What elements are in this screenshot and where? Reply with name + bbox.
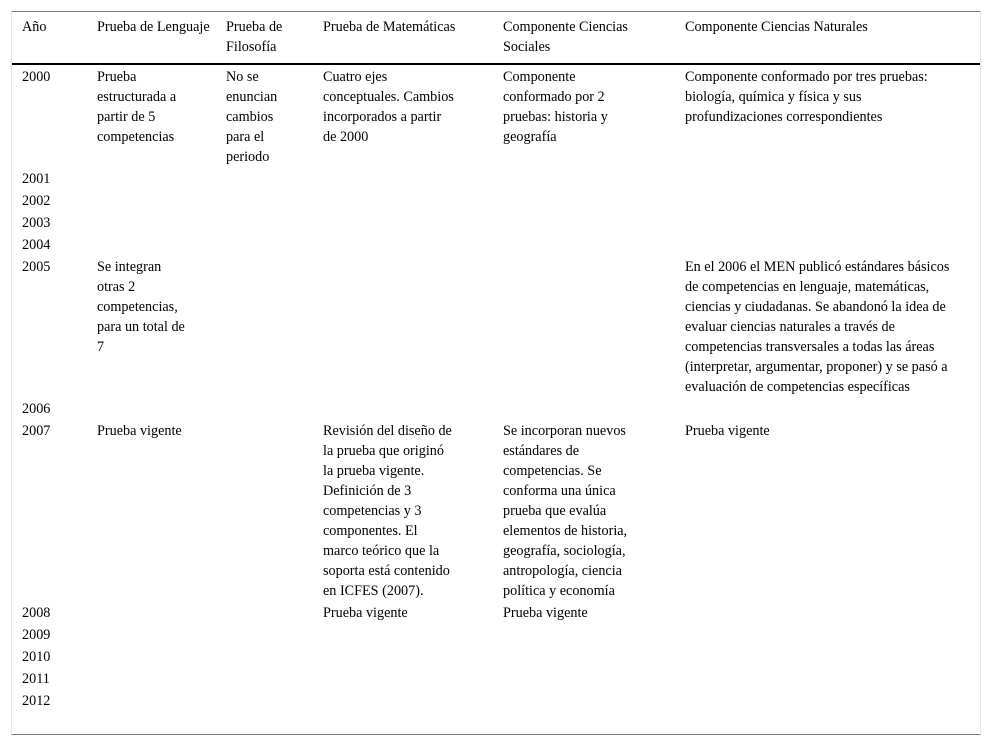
cell-sociales xyxy=(493,668,675,690)
cell-sociales: Se incorporan nuevos estándares de competencias. Se conforma una única prueba que evalúa elementos de historia, geografía, sociología, antropología, ciencia política y economía xyxy=(503,423,628,599)
cell-sociales: Componente conformado por 2 pruebas: historia y geografía xyxy=(503,69,608,145)
competencias-table xyxy=(12,12,980,712)
cell-filosofia xyxy=(216,256,313,398)
cell-year: 2011 xyxy=(22,671,50,687)
cell-matematicas xyxy=(313,256,493,398)
cell-sociales xyxy=(493,212,675,234)
cell-sociales xyxy=(493,256,675,398)
cell-naturales xyxy=(675,398,980,420)
cell-sociales xyxy=(493,234,675,256)
cell-naturales xyxy=(675,624,980,646)
cell-naturales xyxy=(675,212,980,234)
header-row xyxy=(12,12,980,64)
cell-filosofia xyxy=(216,234,313,256)
cell-lenguaje xyxy=(87,190,216,212)
cell-lenguaje: Se integran otras 2 competencias, para un total de 7 xyxy=(97,259,185,355)
cell-matematicas xyxy=(313,646,493,668)
cell-year: 2009 xyxy=(22,627,51,643)
table-row xyxy=(12,168,980,190)
header-filosofia: Prueba de Filosofía xyxy=(216,12,313,64)
cell-sociales: Prueba vigente xyxy=(503,605,588,621)
cell-lenguaje xyxy=(87,668,216,690)
competencias-table-container xyxy=(11,11,981,735)
table-row xyxy=(12,646,980,668)
cell-naturales: Componente conformado por tres pruebas: biología, química y física y sus profundizaciones correspondientes xyxy=(685,69,928,125)
cell-matematicas: Revisión del diseño de la prueba que originó la prueba vigente. Definición de 3 competencias y 3 componentes. El marco teórico que la soporta está contenido en ICFES (2007). xyxy=(323,423,452,599)
cell-year: 2012 xyxy=(22,693,51,709)
cell-matematicas xyxy=(313,624,493,646)
cell-lenguaje xyxy=(87,398,216,420)
cell-naturales xyxy=(675,234,980,256)
cell-matematicas xyxy=(313,690,493,712)
cell-matematicas: Cuatro ejes conceptuales. Cambios incorporados a partir de 2000 xyxy=(323,69,454,145)
cell-matematicas xyxy=(313,190,493,212)
cell-filosofia xyxy=(216,190,313,212)
cell-year: 2006 xyxy=(22,401,51,417)
table-body xyxy=(12,64,980,712)
cell-year: 2007 xyxy=(22,423,51,439)
table-row xyxy=(12,234,980,256)
cell-naturales: Prueba vigente xyxy=(685,423,770,439)
table-row xyxy=(12,398,980,420)
cell-sociales xyxy=(493,646,675,668)
cell-lenguaje xyxy=(87,690,216,712)
cell-naturales xyxy=(675,690,980,712)
cell-lenguaje xyxy=(87,212,216,234)
cell-naturales xyxy=(675,602,980,624)
cell-year: 2001 xyxy=(22,171,51,187)
table-row xyxy=(12,690,980,712)
cell-sociales xyxy=(493,624,675,646)
cell-year: 2000 xyxy=(22,69,51,85)
cell-matematicas xyxy=(313,234,493,256)
cell-sociales xyxy=(493,398,675,420)
cell-filosofia: No se enuncian cambios para el periodo xyxy=(226,69,278,165)
cell-filosofia xyxy=(216,168,313,190)
cell-lenguaje xyxy=(87,646,216,668)
header-sociales: Componente Ciencias Sociales xyxy=(493,12,675,64)
table-header xyxy=(12,12,980,64)
table-row xyxy=(12,420,980,602)
cell-lenguaje: Prueba estructurada a partir de 5 competencias xyxy=(97,69,177,145)
cell-filosofia xyxy=(216,668,313,690)
cell-matematicas: Prueba vigente xyxy=(323,605,408,621)
cell-filosofia xyxy=(216,212,313,234)
cell-filosofia xyxy=(216,398,313,420)
header-matematicas: Prueba de Matemáticas xyxy=(313,12,493,64)
cell-sociales xyxy=(493,190,675,212)
cell-filosofia xyxy=(216,646,313,668)
table-row xyxy=(12,212,980,234)
cell-lenguaje: Prueba vigente xyxy=(97,423,182,439)
cell-filosofia xyxy=(216,420,313,602)
cell-year: 2004 xyxy=(22,237,51,253)
table-row xyxy=(12,190,980,212)
cell-filosofia xyxy=(216,690,313,712)
cell-lenguaje xyxy=(87,168,216,190)
table-row xyxy=(12,64,980,168)
table-row xyxy=(12,602,980,624)
table-row xyxy=(12,624,980,646)
cell-year: 2005 xyxy=(22,259,51,275)
cell-matematicas xyxy=(313,668,493,690)
table-row xyxy=(12,256,980,398)
header-year: Año xyxy=(12,12,87,64)
cell-year: 2002 xyxy=(22,193,51,209)
cell-lenguaje xyxy=(87,624,216,646)
cell-lenguaje xyxy=(87,602,216,624)
cell-matematicas xyxy=(313,398,493,420)
header-lenguaje: Prueba de Lenguaje xyxy=(87,12,216,64)
cell-filosofia xyxy=(216,602,313,624)
cell-naturales: En el 2006 el MEN publicó estándares básicos de competencias en lenguaje, matemáticas, ciencias y ciudadanas. Se abandonó la idea de evaluar ciencias naturales a través de competencias transversales a todas las áreas (interpretar, argumentar, proponer) y se pasó a evaluación de competencias específicas xyxy=(685,259,950,395)
cell-filosofia xyxy=(216,624,313,646)
cell-matematicas xyxy=(313,168,493,190)
cell-sociales xyxy=(493,690,675,712)
cell-naturales xyxy=(675,190,980,212)
cell-year: 2003 xyxy=(22,215,51,231)
table-row xyxy=(12,668,980,690)
cell-year: 2008 xyxy=(22,605,51,621)
cell-sociales xyxy=(493,168,675,190)
cell-lenguaje xyxy=(87,234,216,256)
cell-naturales xyxy=(675,668,980,690)
cell-naturales xyxy=(675,646,980,668)
header-naturales: Componente Ciencias Naturales xyxy=(675,12,980,64)
cell-naturales xyxy=(675,168,980,190)
cell-matematicas xyxy=(313,212,493,234)
cell-year: 2010 xyxy=(22,649,51,665)
